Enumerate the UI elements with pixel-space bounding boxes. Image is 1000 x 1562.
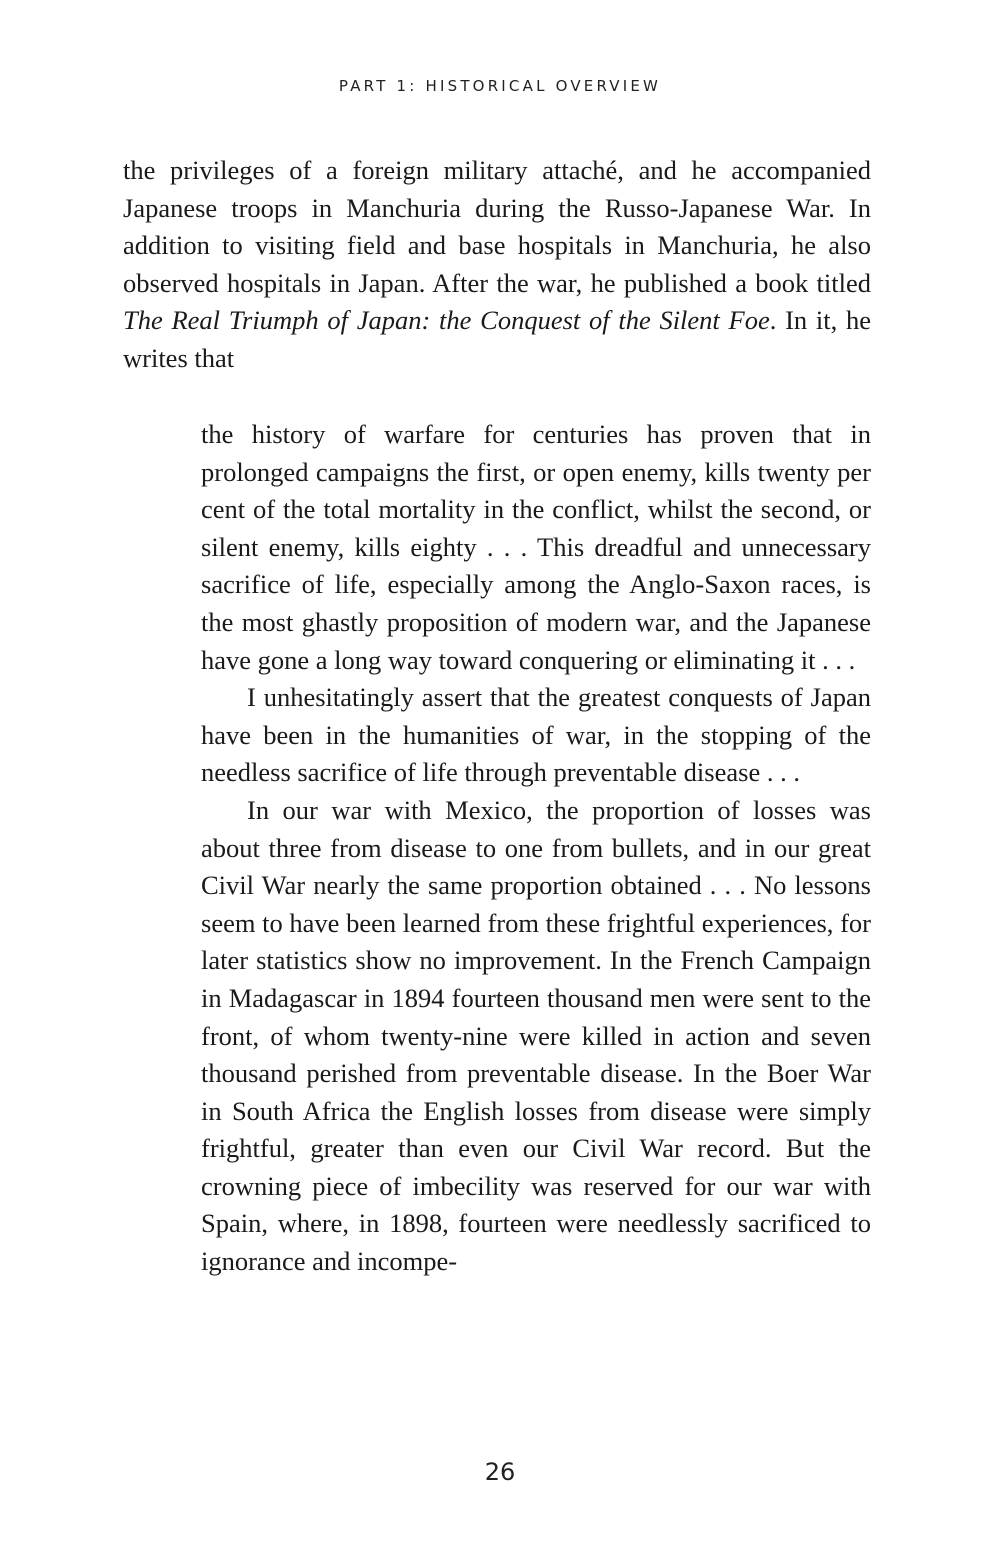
intro-paragraph — [123, 152, 871, 378]
page-number: 26 — [484, 1458, 516, 1486]
block-quote — [201, 416, 871, 1281]
quote-paragraph-3: In our war with Mexico, the proportion of losses was about three from disease to one from bullets, and in our great Civil War nearly the same proportion obtained . . . No lessons seem to have been learned from these frightful experiences, for later statistics show no improvement. In the French Campaign in Madagascar in 1894 fourteen thousand men were sent to the front, of whom twenty-nine were killed in action and seven thousand perished from preventable disease. In the Boer War in South Africa the English losses from disease were simply frightful, greater than even our Civil War record. But the crowning piece of imbecility was reserved for our war with Spain, where, in 1898, fourteen were needlessly sacrificed to ignorance and incompe- — [201, 794, 871, 1277]
running-head: PART 1: HISTORICAL OVERVIEW — [338, 77, 662, 95]
intro-text-before-title: the privileges of a foreign military attaché, and he accompanied Japanese troops in Manchuria during the Russo-Japanese War. In addition to visiting field and base hospitals in Manchuria, he also observed hospitals in Japan. After the war, he published a book titled — [123, 155, 871, 298]
quote-paragraph-2: I unhesitatingly assert that the greatest conquests of Japan have been in the humanities of war, in the stopping of the needless sacrifice of life through preventable disease . . . — [201, 682, 871, 788]
intro-text-after-title: . In it, he writes that — [123, 305, 872, 373]
book-title: The Real Triumph of Japan: the Conquest of the Silent Foe — [123, 305, 770, 336]
quote-paragraph-1: the history of warfare for centuries has proven that in prolonged campaigns the first, or open enemy, kills twenty per cent of the total mortality in the conflict, whilst the second, or silent enemy, kills eighty . . . This dreadful and unnecessary sacrifice of life, especially among the Anglo-Saxon races, is the most ghastly proposition of modern war, and the Japanese have gone a long way toward conquering or eliminating it . . . — [201, 419, 871, 675]
